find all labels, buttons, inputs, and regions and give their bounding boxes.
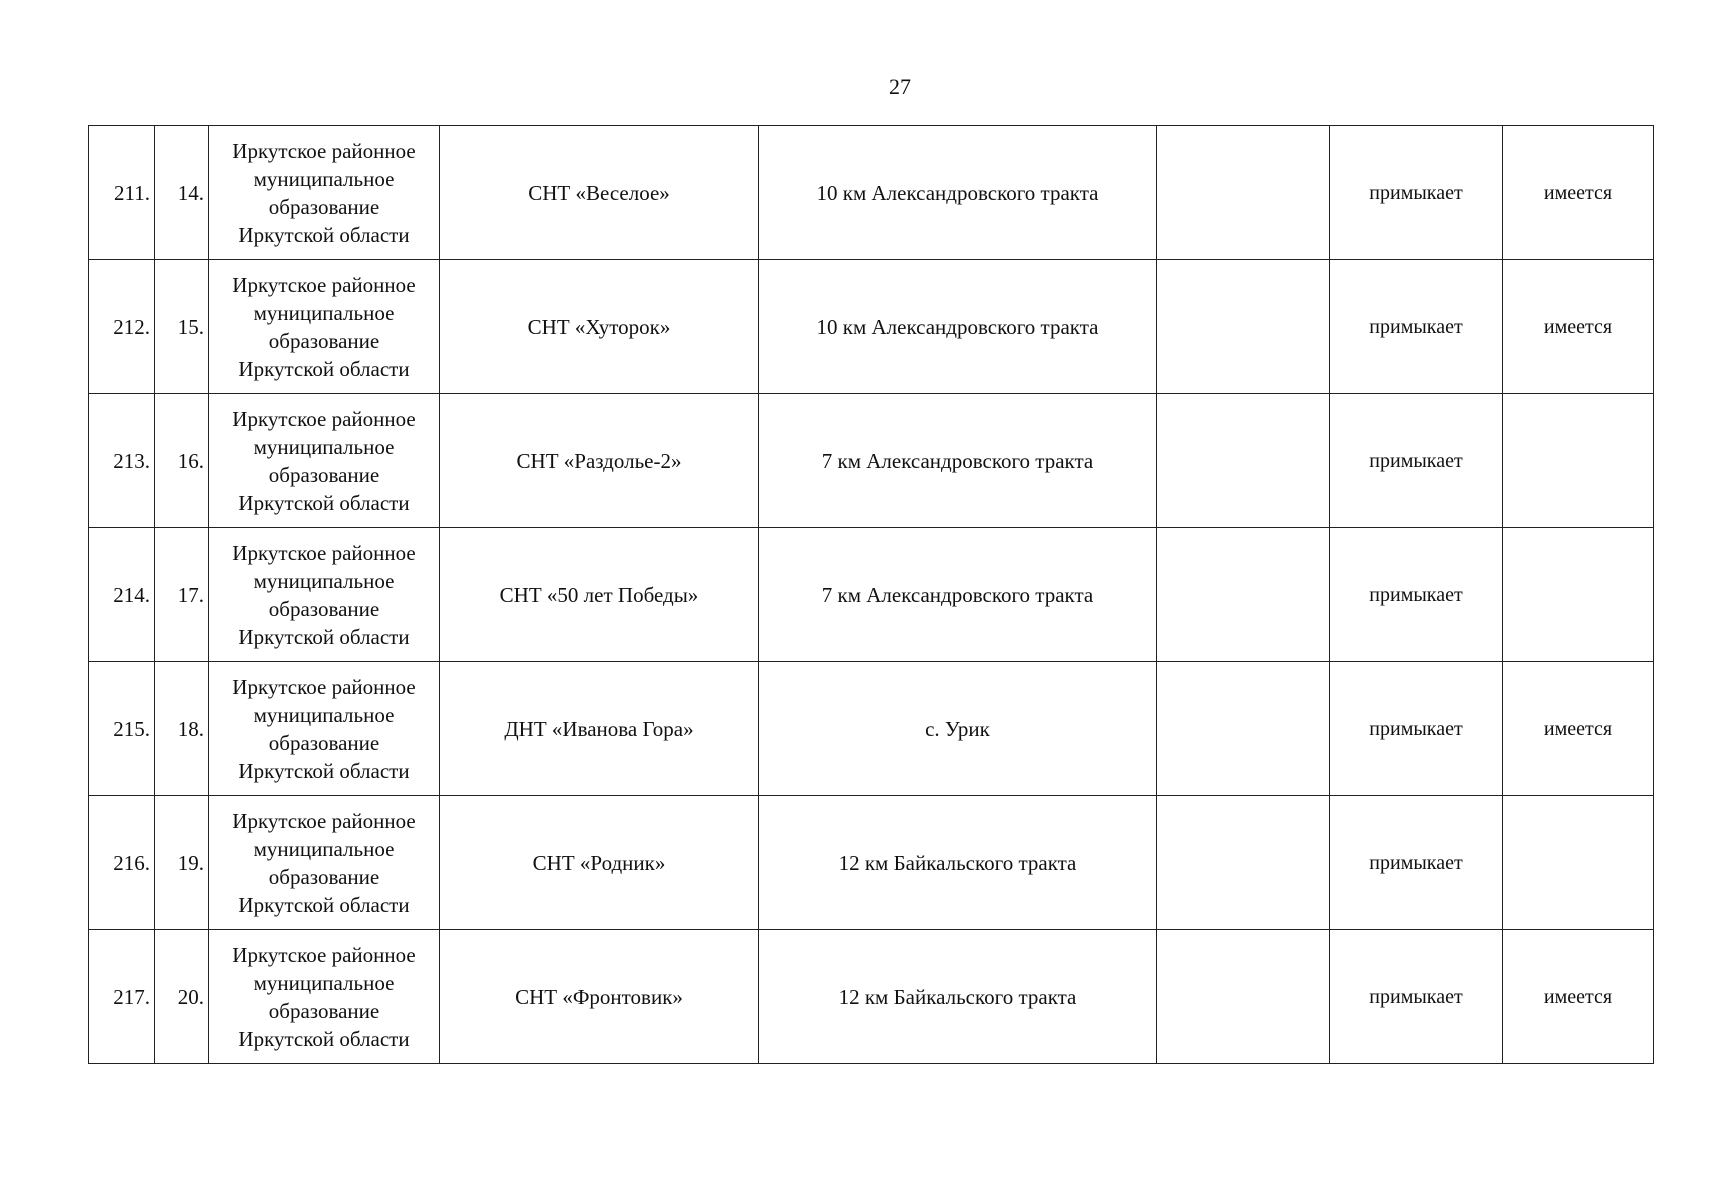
- table-row: [89, 796, 1654, 930]
- availability-cell: [1503, 528, 1654, 662]
- row-seq-number: 215.: [89, 662, 155, 796]
- empty-cell: [1157, 796, 1330, 930]
- row-seq-number: 217.: [89, 930, 155, 1064]
- municipality-line: Иркутское районное: [232, 942, 416, 967]
- municipality-line: Иркутское районное: [232, 540, 416, 565]
- location-cell: 12 км Байкальского тракта: [759, 930, 1157, 1064]
- table-row: [89, 394, 1654, 528]
- organization-name-cell: ДНТ «Иванова Гора»: [440, 662, 759, 796]
- municipality-cell: [209, 394, 440, 528]
- municipality-cell: [209, 260, 440, 394]
- municipality-line: Иркутское районное: [232, 808, 416, 833]
- location-cell: 12 км Байкальского тракта: [759, 796, 1157, 930]
- row-sub-number: 14.: [155, 126, 209, 260]
- empty-cell: [1157, 126, 1330, 260]
- organization-name-cell: СНТ «Родник»: [440, 796, 759, 930]
- row-seq-number: 214.: [89, 528, 155, 662]
- municipality-line: образование: [268, 194, 380, 219]
- municipality-line: образование: [268, 596, 380, 621]
- municipality-line: муниципальное: [253, 702, 395, 727]
- register-table-body: [89, 126, 1654, 1064]
- table-row: [89, 528, 1654, 662]
- location-cell: 10 км Александровского тракта: [759, 260, 1157, 394]
- availability-cell: [1503, 394, 1654, 528]
- empty-cell: [1157, 394, 1330, 528]
- adjacency-cell: примыкает: [1330, 260, 1503, 394]
- municipality-line: муниципальное: [253, 970, 395, 995]
- municipality-line: Иркутской области: [238, 892, 410, 917]
- adjacency-cell: примыкает: [1330, 796, 1503, 930]
- adjacency-cell: примыкает: [1330, 930, 1503, 1064]
- row-seq-number: 213.: [89, 394, 155, 528]
- availability-cell: имеется: [1503, 930, 1654, 1064]
- municipality-line: образование: [268, 998, 380, 1023]
- availability-cell: имеется: [1503, 126, 1654, 260]
- row-sub-number: 15.: [155, 260, 209, 394]
- availability-cell: имеется: [1503, 662, 1654, 796]
- municipality-line: Иркутской области: [238, 1026, 410, 1051]
- municipality-line: Иркутское районное: [232, 406, 416, 431]
- row-seq-number: 211.: [89, 126, 155, 260]
- municipality-cell: [209, 126, 440, 260]
- empty-cell: [1157, 528, 1330, 662]
- organization-name-cell: СНТ «50 лет Победы»: [440, 528, 759, 662]
- municipality-line: муниципальное: [253, 166, 395, 191]
- row-sub-number: 17.: [155, 528, 209, 662]
- table-row: [89, 662, 1654, 796]
- organization-name-cell: СНТ «Раздолье-2»: [440, 394, 759, 528]
- municipality-line: Иркутской области: [238, 356, 410, 381]
- municipality-line: муниципальное: [253, 434, 395, 459]
- municipality-line: муниципальное: [253, 300, 395, 325]
- adjacency-cell: примыкает: [1330, 126, 1503, 260]
- row-sub-number: 19.: [155, 796, 209, 930]
- adjacency-cell: примыкает: [1330, 394, 1503, 528]
- register-table: [88, 125, 1654, 1064]
- location-cell: 10 км Александровского тракта: [759, 126, 1157, 260]
- municipality-line: Иркутской области: [238, 490, 410, 515]
- organization-name-cell: СНТ «Фронтовик»: [440, 930, 759, 1064]
- availability-cell: имеется: [1503, 260, 1654, 394]
- municipality-cell: [209, 662, 440, 796]
- municipality-line: образование: [268, 462, 380, 487]
- municipality-line: муниципальное: [253, 568, 395, 593]
- organization-name-cell: СНТ «Хуторок»: [440, 260, 759, 394]
- table-row: [89, 930, 1654, 1064]
- municipality-line: образование: [268, 730, 380, 755]
- empty-cell: [1157, 930, 1330, 1064]
- municipality-line: муниципальное: [253, 836, 395, 861]
- location-cell: 7 км Александровского тракта: [759, 528, 1157, 662]
- location-cell: 7 км Александровского тракта: [759, 394, 1157, 528]
- municipality-line: образование: [268, 864, 380, 889]
- municipality-cell: [209, 528, 440, 662]
- organization-name-cell: СНТ «Веселое»: [440, 126, 759, 260]
- location-cell: с. Урик: [759, 662, 1157, 796]
- empty-cell: [1157, 260, 1330, 394]
- row-sub-number: 18.: [155, 662, 209, 796]
- availability-cell: [1503, 796, 1654, 930]
- row-seq-number: 216.: [89, 796, 155, 930]
- table-row: [89, 126, 1654, 260]
- municipality-line: Иркутской области: [238, 222, 410, 247]
- municipality-line: Иркутской области: [238, 624, 410, 649]
- municipality-cell: [209, 796, 440, 930]
- municipality-line: Иркутское районное: [232, 138, 416, 163]
- municipality-line: Иркутское районное: [232, 674, 416, 699]
- page-number: 27: [889, 74, 911, 99]
- municipality-cell: [209, 930, 440, 1064]
- municipality-line: образование: [268, 328, 380, 353]
- adjacency-cell: примыкает: [1330, 662, 1503, 796]
- row-sub-number: 20.: [155, 930, 209, 1064]
- municipality-line: Иркутской области: [238, 758, 410, 783]
- table-row: [89, 260, 1654, 394]
- adjacency-cell: примыкает: [1330, 528, 1503, 662]
- row-seq-number: 212.: [89, 260, 155, 394]
- empty-cell: [1157, 662, 1330, 796]
- row-sub-number: 16.: [155, 394, 209, 528]
- municipality-line: Иркутское районное: [232, 272, 416, 297]
